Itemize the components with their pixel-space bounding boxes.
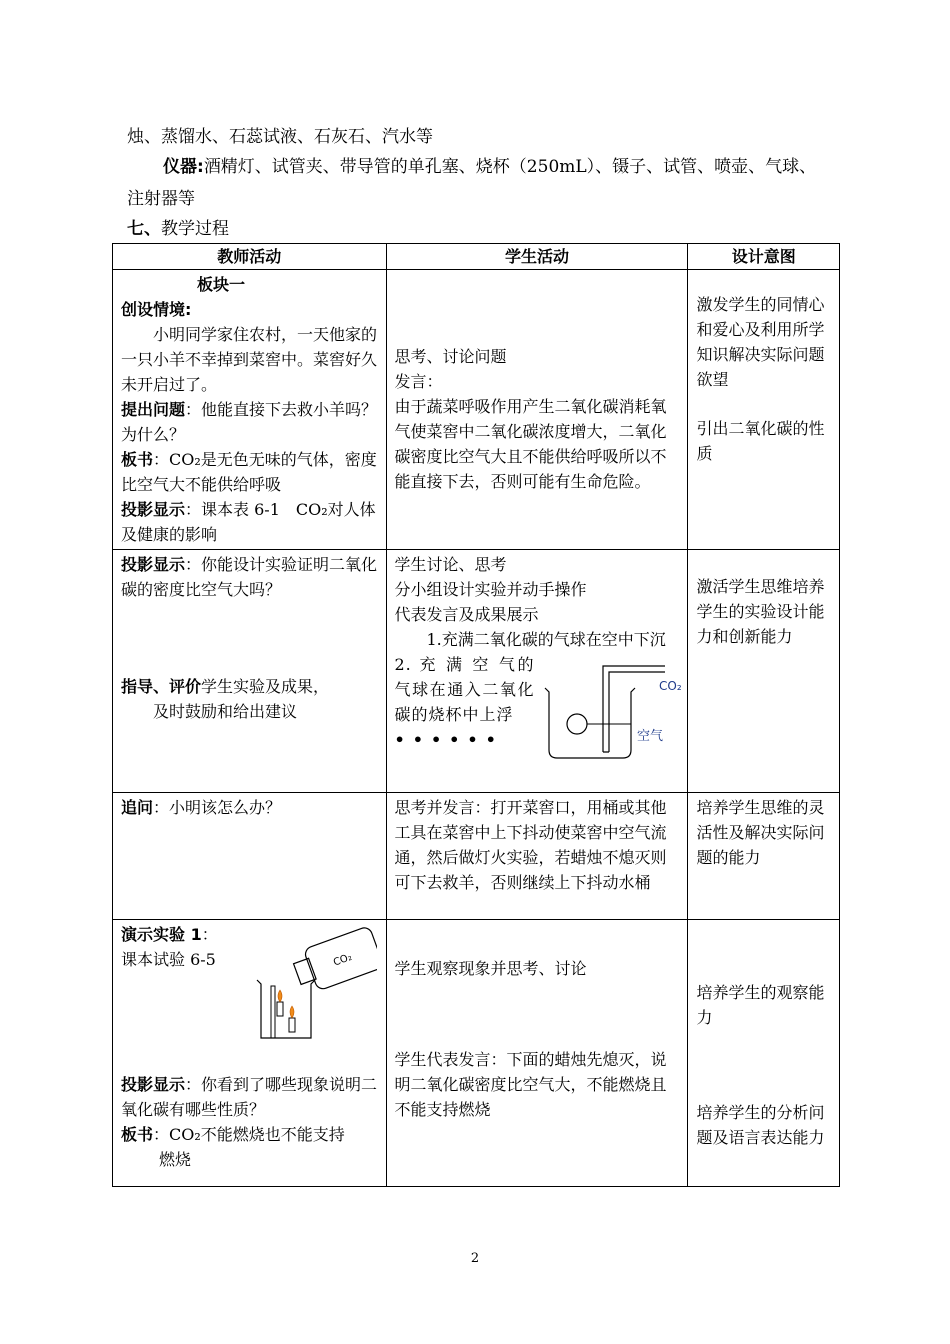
question-text: ：他能直接下去救小羊吗？为什么？ xyxy=(121,400,378,444)
ask-label: 追问 xyxy=(121,798,154,817)
student-cell xyxy=(386,793,688,920)
teacher-cell xyxy=(113,920,387,1187)
table-row xyxy=(113,920,840,1187)
student-text: 代表发言及成果展示 xyxy=(394,605,539,624)
table-header-row xyxy=(113,244,840,270)
intent-text: 培养学生的观察能力 xyxy=(696,983,825,1027)
page-number: 2 xyxy=(470,1251,480,1266)
student-text: 学生代表发言：下面的蜡烛先熄灭，说明二氧化碳密度比空气大，不能燃烧且不能支持燃烧 xyxy=(394,1050,667,1119)
teacher-cell xyxy=(113,793,387,920)
header-intent: 设计意图 xyxy=(688,244,840,270)
instruments-label: 仪器: xyxy=(163,157,204,177)
beaker-outline xyxy=(545,688,635,758)
ellipsis-dots: •••••• xyxy=(394,730,504,749)
small-beaker xyxy=(257,980,315,1038)
teacher-cell-inner xyxy=(121,922,378,1184)
bottle-neck xyxy=(294,958,317,984)
question-label: 提出问题 xyxy=(121,400,186,419)
intent-cell xyxy=(688,920,840,1187)
projection-para xyxy=(121,497,378,547)
board-text-cont: 燃烧 xyxy=(159,1150,192,1169)
guide-text: 学生实验及成果， xyxy=(201,677,330,696)
student-cell xyxy=(386,550,688,793)
teaching-process-table xyxy=(112,243,840,1187)
table-row xyxy=(113,270,840,550)
intent-text: 激发学生的同情心和爱心及利用所学知识解决实际问题欲望 xyxy=(696,295,825,389)
block-title: 板块一 xyxy=(197,275,246,294)
intent-text: 培养学生思维的灵活性及解决实际问题的能力 xyxy=(696,798,825,867)
student-text: 思考、讨论问题 xyxy=(394,347,507,366)
demo-label: 演示实验 1 xyxy=(121,925,202,944)
guide-para xyxy=(121,674,378,699)
teacher-cell xyxy=(113,270,387,550)
upper-candle xyxy=(277,1002,283,1016)
teacher-cell xyxy=(113,550,387,793)
air-label: 空气 xyxy=(636,729,663,744)
student-cell-inner xyxy=(395,552,680,790)
scenario-text: 小明同学家住农村，一天他家的一只小羊不幸掉到菜窖中。菜窖好久未开启过了。 xyxy=(121,325,378,394)
guide-label: 指导、评价 xyxy=(121,677,202,696)
instruments-text: 酒精灯、试管夹、带导管的单孔塞、烧杯（250mL）、镊子、试管、喷壶、气球、 xyxy=(203,157,817,177)
question-para xyxy=(121,397,378,447)
board-text: ：CO₂不能燃烧也不能支持 xyxy=(153,1125,345,1144)
student-text: 发言： xyxy=(394,372,443,391)
student-text: 分小组设计实验并动手操作 xyxy=(394,580,587,599)
student-text: 1.充满二氧化碳的气球在空中下沉 xyxy=(426,630,666,649)
projection-text: ：你看到了哪些现象说明二氧化碳有哪些性质？ xyxy=(121,1075,378,1119)
table-row xyxy=(113,793,840,920)
balloon-beaker-diagram xyxy=(535,652,685,764)
projection-para xyxy=(121,1072,378,1122)
lower-flame xyxy=(290,1006,294,1018)
header-student: 学生活动 xyxy=(386,244,688,270)
upper-flame xyxy=(278,990,282,1002)
table-row xyxy=(113,550,840,793)
student-cell xyxy=(386,270,688,550)
student-text: 思考并发言：打开菜窖口，用桶或其他工具在菜窖中上下抖动使菜窖中空气流通，然后做灯火实验，若蜡烛不熄灭则可下去救羊，否则继续上下抖动水桶 xyxy=(394,798,667,892)
intent-cell xyxy=(688,793,840,920)
intent-text: 培养学生的分析问题及语言表达能力 xyxy=(696,1103,825,1147)
balloon xyxy=(567,714,587,734)
demo-colon: ： xyxy=(201,925,218,944)
intent-text: 引出二氧化碳的性质 xyxy=(696,419,825,463)
board-text: ：CO₂是无色无味的气体，密度比空气大不能供给呼吸 xyxy=(121,450,377,494)
student-text: 学生讨论、思考 xyxy=(394,555,507,574)
student-cell xyxy=(386,920,688,1187)
guide-text-cont: 及时鼓励和给出建议 xyxy=(153,702,298,721)
board-para xyxy=(121,447,378,497)
projection-label: 投影显示 xyxy=(121,500,186,519)
lower-candle xyxy=(289,1018,295,1032)
scenario-label: 创设情境: xyxy=(121,300,192,319)
board-para xyxy=(121,1122,378,1147)
demo-text: 课本试验 6-5 xyxy=(121,950,216,969)
section-title: 教学过程 xyxy=(161,219,229,239)
intent-cell xyxy=(688,550,840,793)
candle-experiment-diagram xyxy=(249,920,377,1048)
intent-cell xyxy=(688,270,840,550)
projection-para xyxy=(121,552,378,602)
header-teacher: 教师活动 xyxy=(113,244,387,270)
projection-label: 投影显示 xyxy=(121,1075,186,1094)
ask-text: ：小明该怎么办？ xyxy=(153,798,282,817)
candle-stand xyxy=(271,986,275,1038)
student-text: 2. 充 满 空 气的气球在通入二氧化碳的烧杯中上浮 xyxy=(394,655,535,724)
materials-line: 烛、蒸馏水、石蕊试液、石灰石、汽水等 xyxy=(127,127,433,147)
section-heading xyxy=(127,214,847,244)
section-number: 七、 xyxy=(127,219,161,239)
instruments-line xyxy=(127,152,847,182)
co2-label: CO₂ xyxy=(658,679,682,693)
student-text: 学生观察现象并思考、讨论 xyxy=(394,959,587,978)
co2-bottle-label: CO₂ xyxy=(331,951,354,969)
projection-label: 投影显示 xyxy=(121,555,186,574)
instruments-line-cont: 注射器等 xyxy=(127,189,195,209)
student-text: 由于蔬菜呼吸作用产生二氧化碳消耗氧气使菜窖中二氧化碳浓度增大，二氧化碳密度比空气大且不能供给呼吸所以不能直接下去，否则可能有生命危险。 xyxy=(394,397,667,491)
projection-text: ：你能设计实验证明二氧化碳的密度比空气大吗？ xyxy=(121,555,378,599)
board-label: 板书 xyxy=(121,1125,154,1144)
projection-text: ：课本表 6-1 CO₂对人体及健康的影响 xyxy=(121,500,376,544)
board-label: 板书 xyxy=(121,450,154,469)
intent-text: 激活学生思维培养学生的实验设计能力和创新能力 xyxy=(696,577,825,646)
